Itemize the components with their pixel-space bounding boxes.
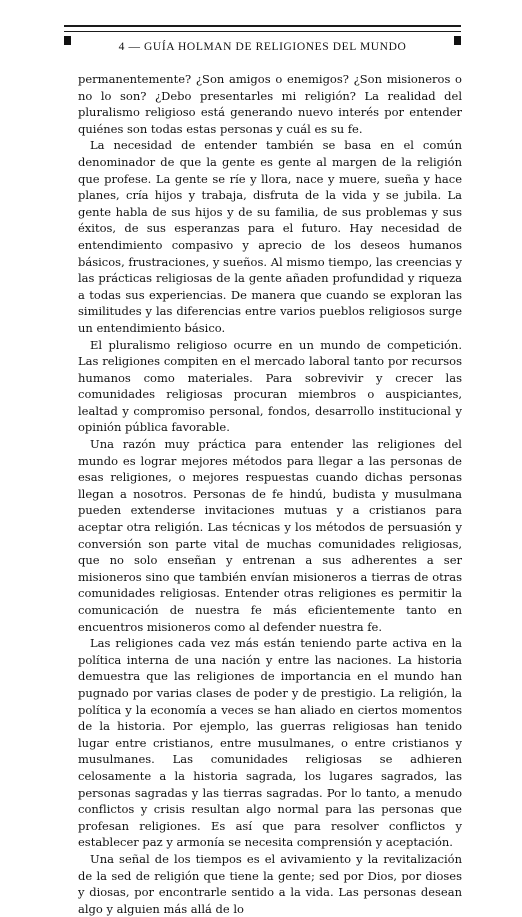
- paragraph: Las religiones cada vez más están teniendo parte activa en la política interna de una nación y entre las naciones. La historia demuestra que las religiones de importancia en el mundo han pugnado por varias clases de poder y de prestigio. La religión, la política y la economía a veces se han aliado en ciertos momentos de la historia. Por ejemplo, las guerras religiosas han tenido lugar entre cristianos, entre musulmanes, o entre cristianos y musulmanes. Las comunidades religiosas se adhieren celosamente a la historia sagrada, los lugares sagrados, las personas sagradas y las tierras sagradas. Por lo tanto, a menudo conflictos y crisis resultan algo normal para las personas que profesan religiones. Es así que para resolver conflictos y establecer paz y armonía se necesita comprensión y aceptación.: [78, 636, 462, 850]
- paragraph: Una señal de los tiempos es el avivamiento y la revitalización de la sed de religión que tiene la gente; sed por Dios, por dioses y diosas, por encontrarle sentido a la vida. Las personas desean algo y alguien más allá de lo: [78, 851, 462, 916]
- page-number: 4: [118, 41, 125, 53]
- header-separator: —: [128, 41, 141, 53]
- paragraph: El pluralismo religioso ocurre en un mundo de competición. Las religiones compiten en el mercado laboral tanto por recursos humanos como materiales. Para sobrevivir y crecer las comunidades religiosas procuran miembros o auspiciantes, lealtad y compromiso personal, fondos, desarrollo institucional y opinión pública favorable.: [78, 337, 462, 435]
- running-title: GUÍA HOLMAN DE RELIGIONES DEL MUNDO: [144, 41, 407, 53]
- paragraph: La necesidad de entender también se basa en el común denominador de que la gente es gente al margen de la religión que profese. La gente se ríe y llora, nace y muere, sueña y hace planes, cría hijos y trabaja, disfruta de la vida y se jubila. La gente habla de sus hijos y de su familia, de sus problemas y sus éxitos, de sus esperanzas para el futuro. Hay necesidad de entendimiento compasivo y aprecio de los deseos humanos básicos, frustraciones, y sueños. Al mismo tiempo, las creencias y las prácticas religiosas de la gente añaden profundidad y riqueza a todas sus experiencias. De manera que cuando se exploran las similitudes y las diferencias entre varios pueblos religiosos surge un entendimiento básico.: [78, 138, 462, 335]
- paragraph: Una razón muy práctica para entender las religiones del mundo es lograr mejores métodos para llegar a las personas de esas religiones, o mejores respuestas cuando dichas personas llegan a nosotros. Personas de fe hindú, budista y musulmana pueden extenderse invitaciones mutuas y a cristianos para aceptar otra religión. Las técnicas y los métodos de persuasión y conversión son parte vital de muchas comunidades religiosas, que no solo enseñan y entrenan a sus adherentes a ser misioneros sino que también envían misioneros a tierras de otras comunidades religiosas. Entender otras religiones es permitir la comunicación de nuestra fe más eficientemente tanto en encuentros misioneros como al defender nuestra fe.: [78, 437, 462, 634]
- header-rule-top: [64, 25, 461, 27]
- header-rule-bottom: [64, 31, 461, 32]
- body-text: [78, 71, 462, 917]
- running-head: [64, 41, 461, 54]
- paragraph-continued: permanentemente? ¿Son amigos o enemigos? ¿Son misioneros o no lo son? ¿Debo presentarles mi religión? La realidad del pluralismo religioso está generando nuevo interés por entender quiénes son todas estas personas y cuál es su fe.: [78, 72, 462, 136]
